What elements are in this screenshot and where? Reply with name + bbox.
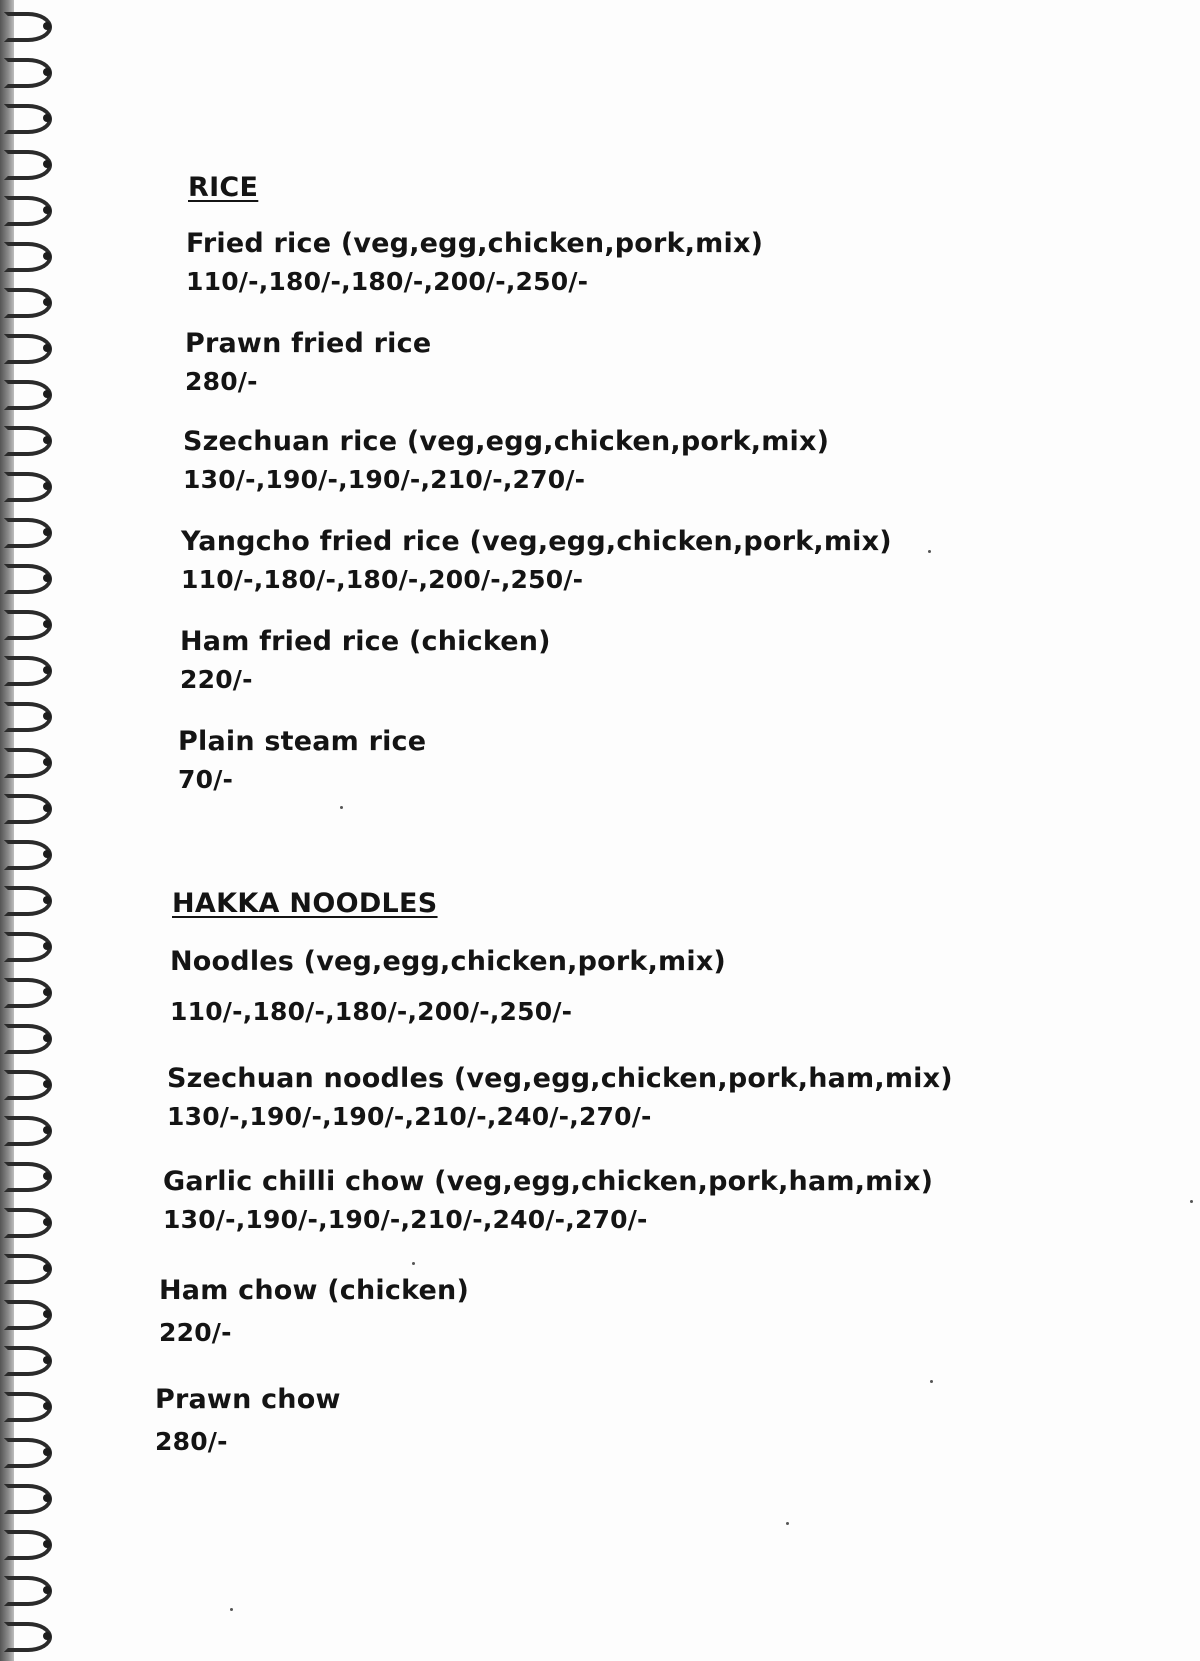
- binding-coil: [4, 840, 52, 870]
- menu-item-name: Prawn chow: [155, 1384, 341, 1415]
- menu-item-name: Fried rice (veg,egg,chicken,pork,mix): [186, 228, 764, 259]
- menu-item-price: 110/-,180/-,180/-,200/-,250/-: [170, 997, 573, 1026]
- binding-coil: [4, 288, 52, 318]
- binding-coil: [4, 1024, 52, 1054]
- menu-item-price: 130/-,190/-,190/-,210/-,270/-: [183, 465, 586, 494]
- binding-coil: [4, 196, 52, 226]
- menu-item: [170, 946, 726, 1026]
- paper-speck: [928, 550, 931, 553]
- menu-item-price: 70/-: [178, 765, 234, 794]
- binding-coil: [4, 886, 52, 916]
- menu-item-price: 130/-,190/-,190/-,210/-,240/-,270/-: [167, 1102, 652, 1131]
- menu-item-name: Noodles (veg,egg,chicken,pork,mix): [170, 946, 726, 977]
- binding-coil: [4, 1346, 52, 1376]
- menu-item-price: 280/-: [185, 367, 258, 396]
- binding-coil: [4, 1162, 52, 1192]
- binding-coil: [4, 656, 52, 686]
- menu-item-name: Ham fried rice (chicken): [180, 626, 551, 657]
- binding-coil: [4, 104, 52, 134]
- binding-coil: [4, 380, 52, 410]
- binding-coil: [4, 518, 52, 548]
- binding-coil: [4, 610, 52, 640]
- binding-coil: [4, 932, 52, 962]
- paper-speck: [230, 1608, 233, 1611]
- menu-item-name: Prawn fried rice: [185, 328, 432, 359]
- menu-item-name: Ham chow (chicken): [159, 1275, 469, 1306]
- menu-item-price: 280/-: [155, 1427, 228, 1456]
- binding-coil: [4, 12, 52, 42]
- section-heading-rice: RICE: [188, 172, 259, 203]
- menu-item-name: Yangcho fried rice (veg,egg,chicken,pork,mix): [181, 526, 892, 557]
- binding-coil: [4, 1438, 52, 1468]
- binding-coil: [4, 794, 52, 824]
- menu-item-name: Szechuan rice (veg,egg,chicken,pork,mix): [183, 426, 830, 457]
- menu-item-price: 110/-,180/-,180/-,200/-,250/-: [186, 267, 589, 296]
- paper-speck: [930, 1380, 933, 1383]
- menu-item-name: Plain steam rice: [178, 726, 427, 757]
- menu-item: [167, 1063, 953, 1131]
- binding-coil: [4, 1116, 52, 1146]
- binding-coil: [4, 334, 52, 364]
- binding-coil: [4, 426, 52, 456]
- menu-item-price: 130/-,190/-,190/-,210/-,240/-,270/-: [163, 1205, 648, 1234]
- binding-coil: [4, 1530, 52, 1560]
- paper-speck: [1190, 1200, 1193, 1203]
- menu-item: [186, 228, 763, 296]
- binding-coil: [4, 1300, 52, 1330]
- binding-coil: [4, 564, 52, 594]
- binding-coil: [4, 748, 52, 778]
- binding-coil: [4, 702, 52, 732]
- binding-coil: [4, 1622, 52, 1652]
- menu-item: [183, 426, 829, 494]
- menu-item: [181, 526, 892, 594]
- menu-item: [185, 328, 431, 396]
- menu-item-name: Garlic chilli chow (veg,egg,chicken,pork,ham,mix): [163, 1166, 934, 1197]
- binding-coil: [4, 58, 52, 88]
- binding-coil: [4, 1576, 52, 1606]
- binding-coil: [4, 1484, 52, 1514]
- spiral-binding: [0, 0, 62, 1661]
- binding-coil: [4, 1392, 52, 1422]
- section-heading-hakka-noodles: HAKKA NOODLES: [172, 888, 438, 919]
- paper-speck: [340, 806, 343, 809]
- binding-coil: [4, 472, 52, 502]
- paper-speck: [412, 1262, 415, 1265]
- paper-speck: [786, 1522, 789, 1525]
- menu-item-price: 220/-: [180, 665, 253, 694]
- menu-item-name: Szechuan noodles (veg,egg,chicken,pork,ham,mix): [167, 1063, 953, 1094]
- binding-coil: [4, 1208, 52, 1238]
- menu-item: [180, 626, 551, 694]
- binding-coil: [4, 1070, 52, 1100]
- menu-item-price: 220/-: [159, 1318, 232, 1347]
- menu-item: [159, 1275, 469, 1347]
- menu-item: [155, 1384, 341, 1456]
- binding-coil: [4, 150, 52, 180]
- menu-item-price: 110/-,180/-,180/-,200/-,250/-: [181, 565, 584, 594]
- binding-coil: [4, 978, 52, 1008]
- binding-coil: [4, 242, 52, 272]
- menu-item: [163, 1166, 933, 1234]
- binding-coil: [4, 1254, 52, 1284]
- menu-item: [178, 726, 426, 794]
